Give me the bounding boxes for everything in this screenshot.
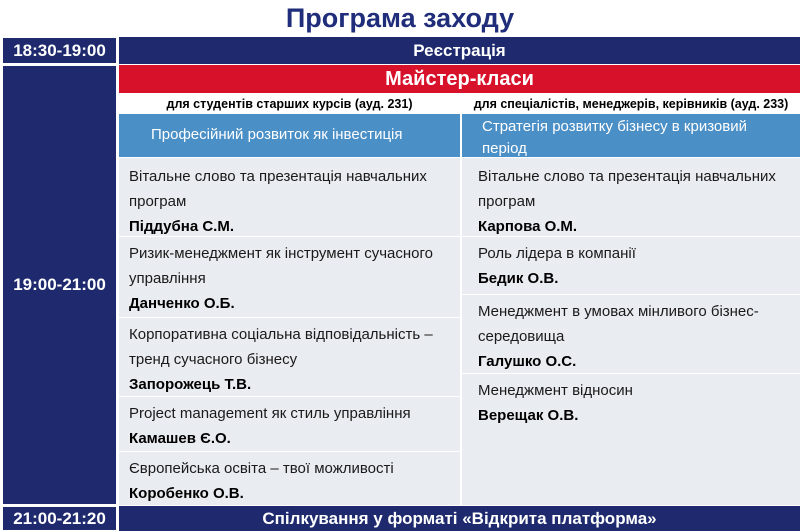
left-item bbox=[119, 158, 460, 236]
right-audience: для спеціалістів, менеджерів, керівників (ауд. 233) bbox=[473, 96, 789, 111]
left-item-speaker: Піддубна С.М. bbox=[129, 218, 235, 235]
left-item bbox=[119, 237, 460, 317]
time-closing: 21:00-21:20 bbox=[2, 506, 117, 531]
left-item-topic: Ризик-менеджмент як інструмент сучасного управління bbox=[129, 245, 433, 287]
closing-bar: Спілкування у форматі «Відкрита платформа» bbox=[119, 506, 800, 531]
left-column-heading bbox=[119, 114, 460, 157]
right-item bbox=[462, 374, 800, 505]
left-item-speaker: Камашев Є.О. bbox=[129, 430, 231, 447]
left-item bbox=[119, 397, 460, 451]
time-registration: 18:30-19:00 bbox=[2, 37, 117, 64]
right-item-topic: Роль лідера в компанії bbox=[478, 245, 636, 262]
right-column-heading bbox=[462, 114, 800, 157]
right-item-speaker: Бедик О.В. bbox=[478, 270, 559, 287]
left-item-speaker: Данченко О.Б. bbox=[129, 295, 235, 312]
right-item bbox=[462, 295, 800, 373]
left-item-topic: Вітальне слово та презентація навчальних програм bbox=[129, 168, 427, 210]
left-item bbox=[119, 318, 460, 396]
time-master-classes: 19:00-21:00 bbox=[2, 65, 117, 505]
right-item bbox=[462, 237, 800, 294]
left-audience: для студентів старших курсів (ауд. 231) bbox=[166, 96, 413, 111]
left-item-topic: Project management як стиль управління bbox=[129, 405, 411, 422]
left-item-speaker: Запорожець Т.В. bbox=[129, 376, 252, 393]
page-title: Програма заходу bbox=[285, 3, 515, 33]
left-item-topic: Корпоративна соціальна відповідальність – тренд сучасного бізнесу bbox=[129, 326, 433, 368]
right-item-speaker: Карпова О.М. bbox=[478, 218, 578, 235]
right-item-topic: Менеджмент в умовах мінливого бізнес-середовища bbox=[478, 303, 759, 345]
right-item-topic: Вітальне слово та презентація навчальних програм bbox=[478, 168, 776, 210]
right-item bbox=[462, 158, 800, 236]
right-item-topic: Менеджмент відносин bbox=[478, 382, 633, 399]
right-item-speaker: Верещак О.В. bbox=[478, 407, 579, 424]
left-item-topic: Європейська освіта – твої можливості bbox=[129, 460, 394, 477]
left-heading-text: Професійний розвиток як інвестиція bbox=[151, 126, 403, 143]
right-item-speaker: Галушко О.С. bbox=[478, 353, 577, 370]
master-classes-bar: Майстер-класи bbox=[119, 65, 800, 93]
registration-bar: Реєстрація bbox=[119, 37, 800, 64]
left-item-speaker: Коробенко О.В. bbox=[129, 485, 244, 502]
right-heading-text: Стратегія розвитку бізнесу в кризовий період bbox=[482, 118, 747, 157]
left-item bbox=[119, 452, 460, 505]
